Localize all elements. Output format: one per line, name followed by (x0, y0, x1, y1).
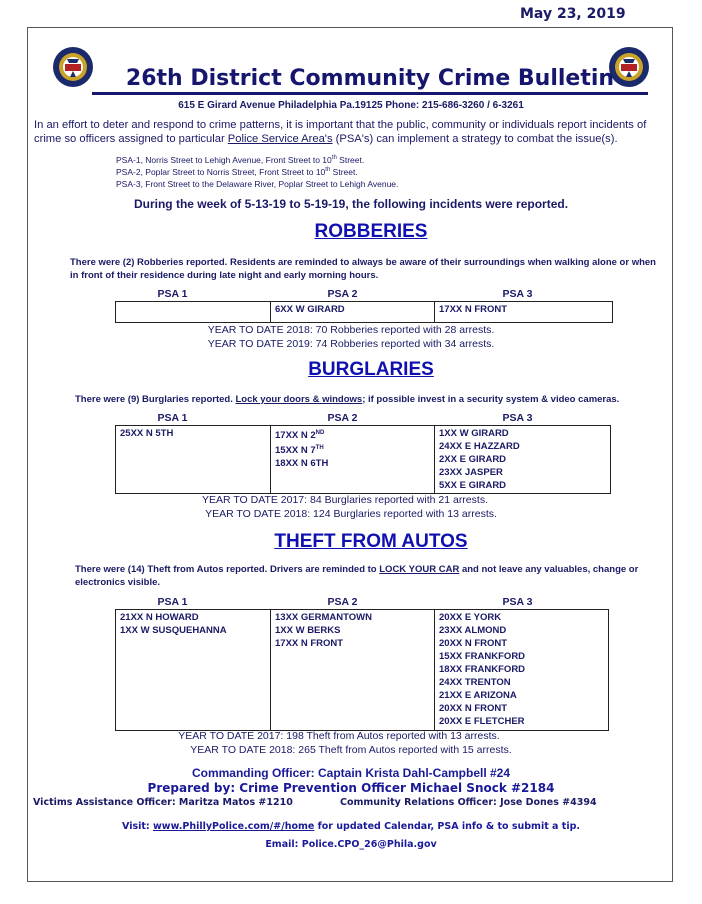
list-item: 18XX N 6TH (275, 458, 329, 470)
burglaries-desc-before: There were (9) Burglaries reported. (75, 394, 236, 405)
robberies-psa3-header: PSA 3 (502, 288, 533, 300)
list-item: 24XX TRENTON (439, 677, 511, 688)
list-item: 5XX E GIRARD (439, 480, 507, 491)
list-item: 21XX E ARIZONA (439, 690, 517, 701)
list-item: 20XX N FRONT (439, 638, 508, 649)
list-item: 13XX GERMANTOWN (275, 612, 372, 623)
list-item: 18XX FRANKFORD (439, 664, 526, 675)
burglaries-description (75, 393, 665, 406)
bulletin-date: May 23, 2019 (520, 6, 626, 22)
thefts-desc-after: and not leave any valuables, change or electronics visible. (75, 564, 639, 588)
list-item: 6XX W GIRARD (275, 304, 345, 315)
website-link[interactable]: www.PhillyPolice.com/#/home (153, 821, 315, 832)
thefts-psa3-header: PSA 3 (502, 596, 533, 608)
burglaries-psa3-cell (435, 426, 610, 493)
burglaries-psa3-header: PSA 3 (502, 412, 533, 424)
prepared-by: Prepared by: Crime Prevention Officer Michael Snock #2184 (147, 781, 555, 795)
list-item: 17XX N 2ND (275, 430, 325, 442)
burglaries-psa2-header: PSA 2 (327, 412, 358, 424)
thefts-psa2-header: PSA 2 (327, 596, 358, 608)
police-badge-left-icon (52, 46, 94, 88)
community-relations-officer: Community Relations Officer: Jose Dones #4394 (340, 797, 597, 808)
commanding-officer: Commanding Officer: Captain Krista Dahl-Campbell #24 (191, 766, 511, 780)
psa-definition-3: PSA-3, Front Street to the Delaware River, Poplar Street to Lehigh Avenue. (116, 179, 399, 189)
bulletin-title: 26th District Community Crime Bulletin (92, 66, 648, 95)
burglaries-psa1-header: PSA 1 (157, 412, 188, 424)
robberies-ytd-2018: YEAR TO DATE 2018: 70 Robberies reported with 28 arrests. (207, 324, 495, 336)
burglaries-ytd-2017: YEAR TO DATE 2017: 84 Burglaries reported with 21 arrests. (202, 494, 488, 506)
list-item: 21XX N HOWARD (120, 612, 199, 623)
robberies-description: There were (2) Robberies reported. Residents are reminded to always be aware of their surroundings when walking alone or when in front of their residence during late night and early morning hours. (70, 257, 656, 281)
thefts-ytd-2018: YEAR TO DATE 2018: 265 Theft from Autos reported with 15 arrests. (190, 744, 512, 756)
burglaries-desc-link: Lock your doors & windows (235, 394, 363, 405)
list-item: 25XX N 5TH (120, 428, 174, 439)
list-item: 23XX ALMOND (439, 625, 507, 636)
thefts-psa3-cell (435, 610, 608, 730)
thefts-description (75, 563, 660, 589)
thefts-psa2-cell (271, 610, 435, 730)
list-item: 1XX W BERKS (275, 625, 341, 636)
burglaries-ytd-2018: YEAR TO DATE 2018: 124 Burglaries reported with 13 arrests. (205, 508, 497, 520)
list-item: 2XX E GIRARD (439, 454, 507, 465)
visit-after: for updated Calendar, PSA info & to submit a tip. (314, 821, 580, 832)
robberies-psa2-cell (271, 302, 435, 322)
list-item: 15XX FRANKFORD (439, 651, 526, 662)
list-item: 1XX W GIRARD (439, 428, 509, 439)
robberies-ytd (0, 323, 702, 351)
week-summary: During the week of 5-13-19 to 5-19-19, the following incidents were reported. (133, 197, 569, 211)
thefts-desc-before: There were (14) Theft from Autos reported. Drivers are reminded to (75, 564, 380, 575)
visit-before: Visit: (122, 821, 154, 832)
thefts-psa1-header: PSA 1 (157, 596, 188, 608)
burglaries-heading: BURGLARIES (308, 359, 434, 380)
robberies-psa1-cell (116, 302, 271, 322)
list-item: 20XX E YORK (439, 612, 502, 623)
thefts-desc-link: LOCK YOUR CAR (379, 564, 460, 575)
robberies-heading: ROBBERIES (314, 221, 428, 242)
thefts-ytd-2017: YEAR TO DATE 2017: 198 Theft from Autos reported with 13 arrests. (178, 730, 500, 742)
list-item: 17XX N FRONT (439, 304, 508, 315)
psa-definition-1: PSA-1, Norris Street to Lehigh Avenue, Front Street to 10th Street. (116, 155, 365, 165)
district-address: 615 E Girard Avenue Philadelphia Pa.19125 Phone: 215-686-3260 / 6-3261 (178, 100, 524, 111)
thefts-heading: THEFT FROM AUTOS (274, 531, 468, 552)
email-line[interactable]: Email: Police.CPO_26@Phila.gov (265, 839, 437, 850)
robberies-psa2-header: PSA 2 (327, 288, 358, 300)
psa-definition-2: PSA-2, Poplar Street to Norris Street, Front Street to 10th Street. (116, 167, 358, 177)
burglaries-table (115, 425, 611, 494)
list-item: 1XX W SUSQUEHANNA (120, 625, 227, 636)
intro-paragraph (34, 118, 664, 146)
intro-text-after: (PSA's) can implement a strategy to combat the issue(s). (332, 133, 618, 145)
psa-link[interactable]: Police Service Area's (227, 133, 333, 145)
intro-text-before: In an effort to deter and respond to crime patterns, it is important that the public, community or individuals report incidents of crime so officers assigned to particular (34, 119, 647, 145)
list-item: 20XX E FLETCHER (439, 716, 525, 727)
list-item: 15XX N 7TH (275, 445, 324, 457)
robberies-table (115, 301, 613, 323)
thefts-psa1-cell (116, 610, 271, 730)
robberies-psa3-cell (435, 302, 612, 322)
list-item: 17XX N FRONT (275, 638, 344, 649)
thefts-table (115, 609, 609, 731)
burglaries-ytd (0, 493, 702, 521)
list-item: 23XX JASPER (439, 467, 503, 478)
list-item: 24XX E HAZZARD (439, 441, 520, 452)
burglaries-psa1-cell (116, 426, 271, 493)
thefts-ytd (0, 729, 702, 757)
victims-assistance-officer: Victims Assistance Officer: Maritza Matos #1210 (33, 797, 293, 808)
burglaries-desc-after: ; if possible invest in a security system & video cameras. (362, 394, 620, 405)
robberies-psa1-header: PSA 1 (157, 288, 188, 300)
robberies-ytd-2019: YEAR TO DATE 2019: 74 Robberies reported with 34 arrests. (207, 338, 495, 350)
visit-line (0, 821, 702, 832)
burglaries-psa2-cell (271, 426, 435, 493)
list-item: 20XX N FRONT (439, 703, 508, 714)
